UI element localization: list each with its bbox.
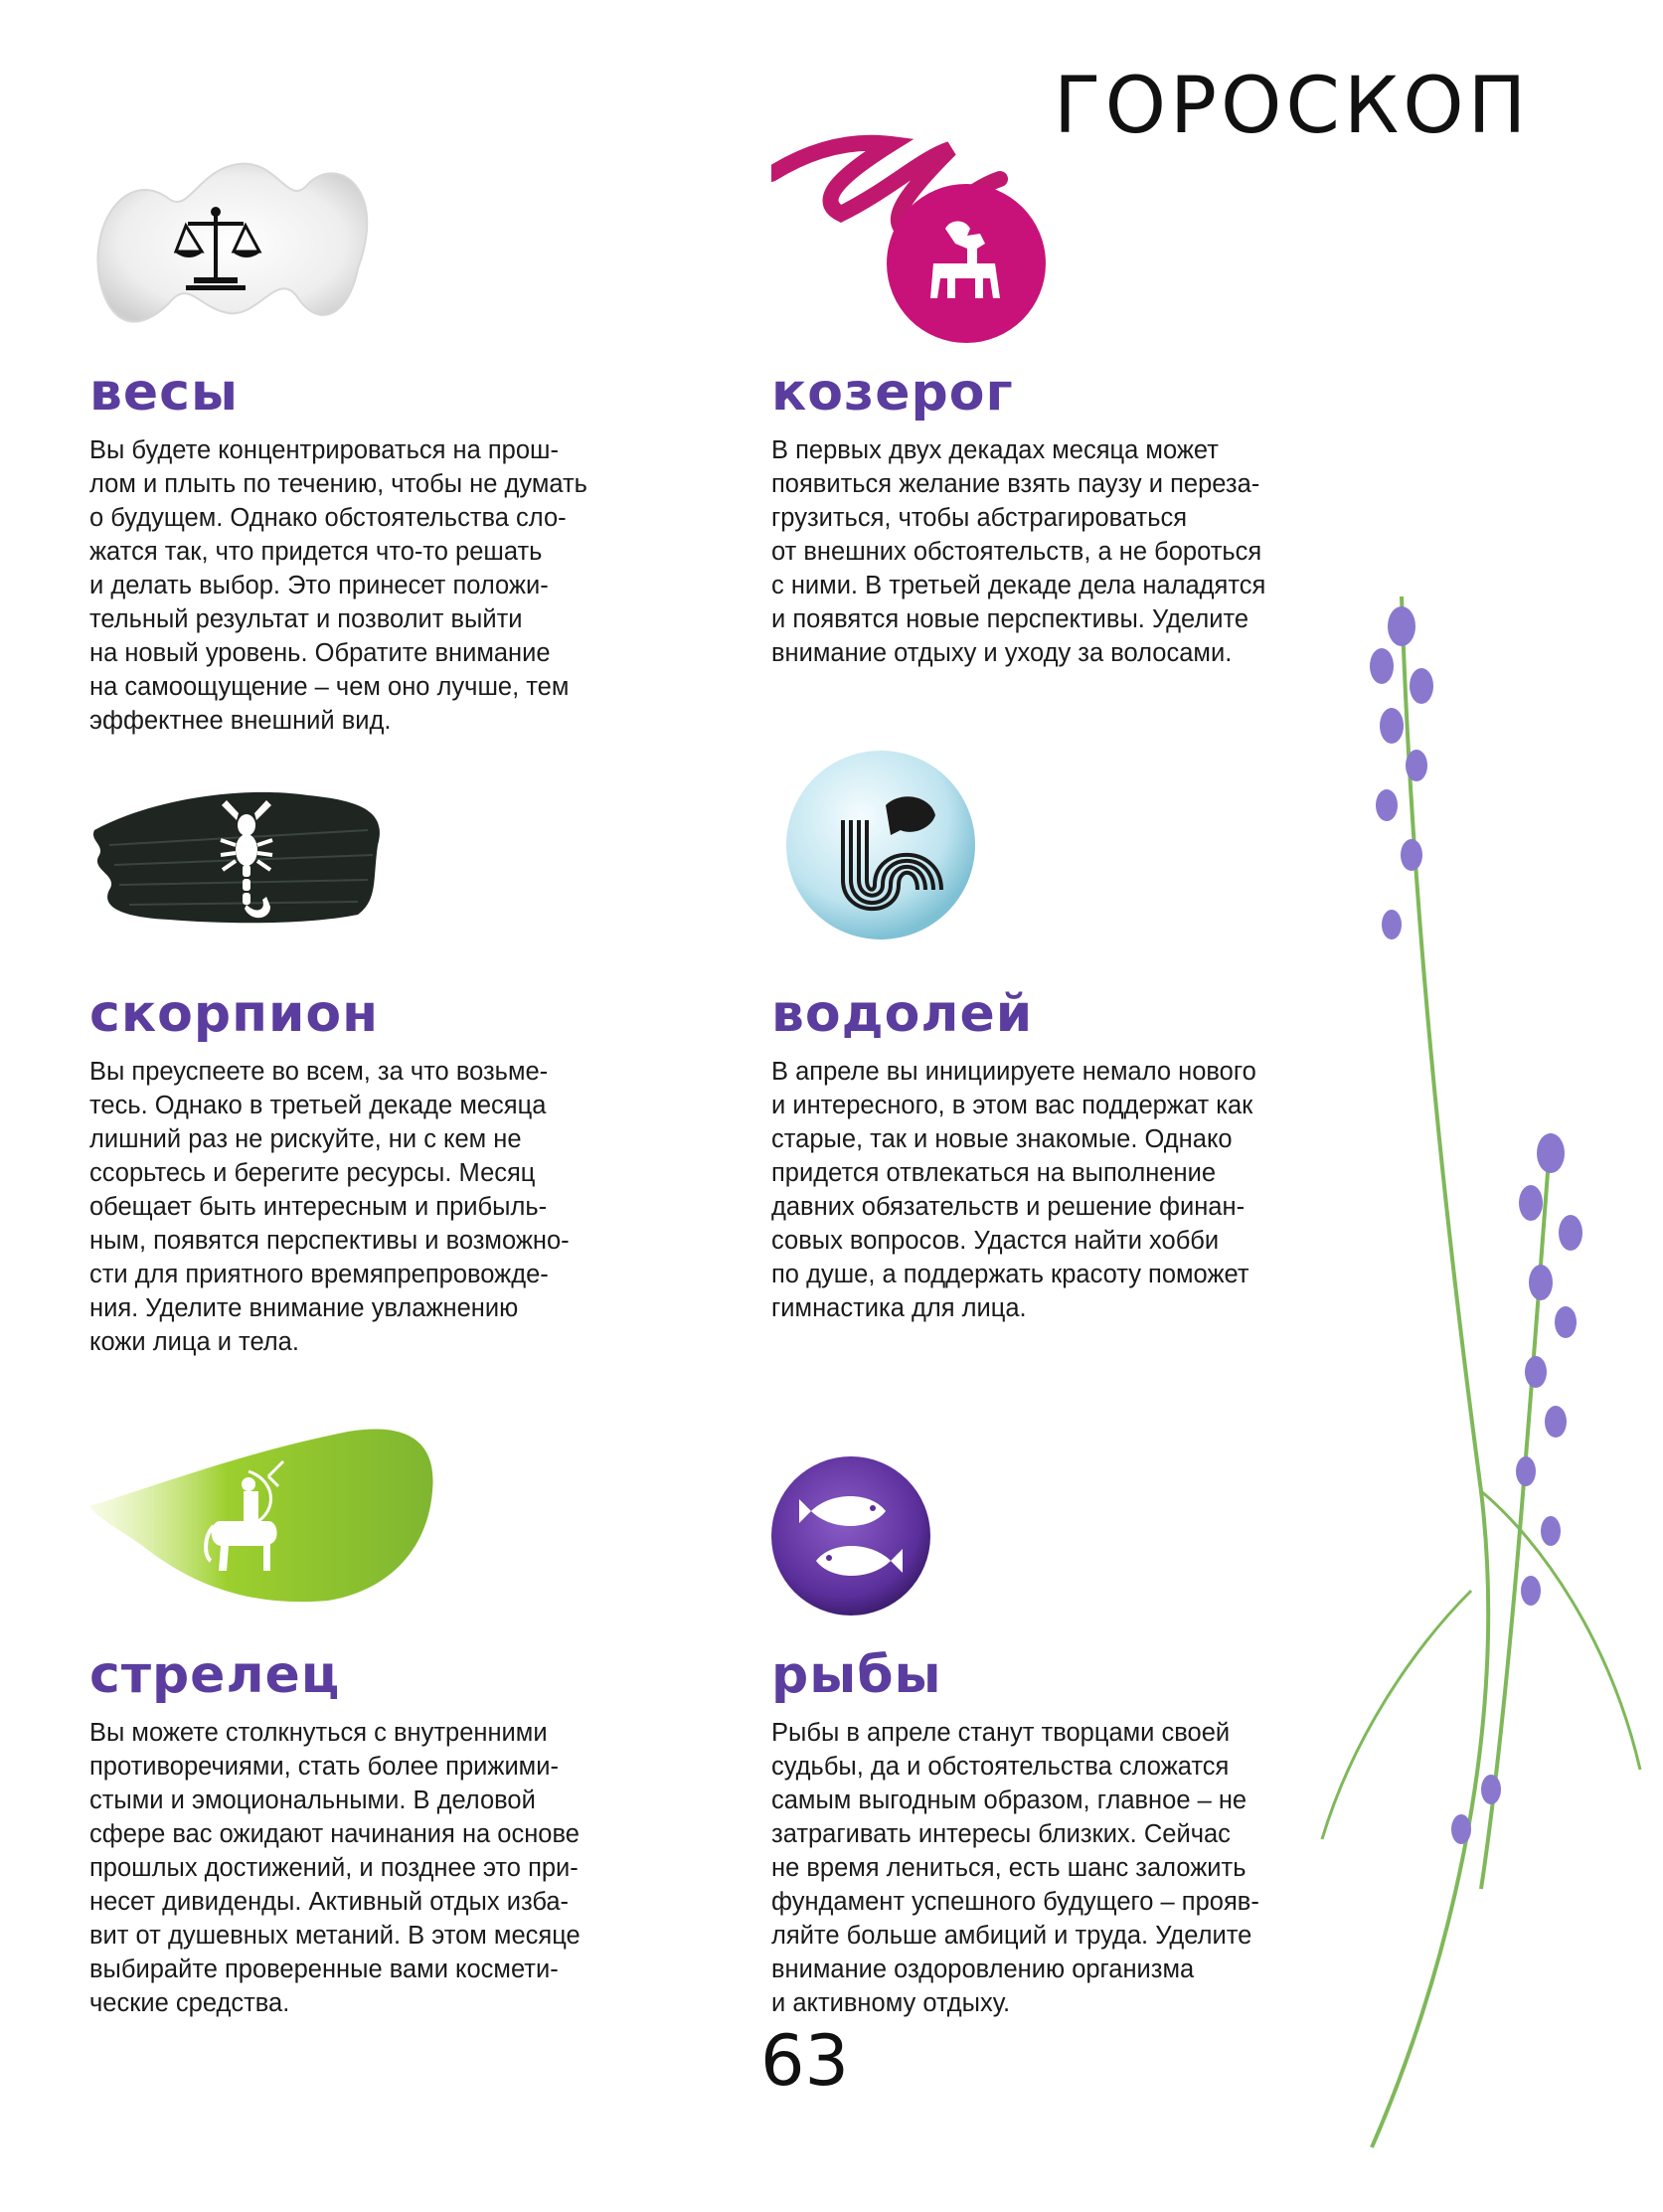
lavender-sprig-illustration bbox=[1292, 596, 1660, 2167]
sign-scorpio bbox=[89, 751, 686, 1359]
libra-cream-swatch bbox=[89, 129, 686, 358]
sign-text: Вы будете концентрироваться на прош- лом и плыть по течению, чтобы не думать о будущем. Однако обстоятельства сло- жатся так, что придется что-то решать и делать выбор. Это принесет положи- тельный результат и позволит выйти на новый уровень. Обратите внимание на самоощущение – чем оно лучше, тем эффектнее внешний вид. bbox=[89, 436, 587, 735]
sign-text: В первых двух декадах месяца может появиться желание взять паузу и переза- грузиться, чтобы абстрагироваться от внешних обстоятельств, а не бороться с ними. В третьей декаде дела наладятся и появятся новые перспективы. Уделите внимание отдыху и уходу за волосами. bbox=[771, 436, 1266, 667]
sign-title: козерог bbox=[771, 363, 1014, 423]
sign-text: Рыбы в апреле станут творцами своей судьбы, да и обстоятельства сложатся самым выгодным образом, главное – не затрагивать интересы близких. Сейчас не время лениться, есть шанс заложить фундамент успешного будущего – прояв- ляйте больше амбиций и труда. Уделите внимание оздоровлению организма и активному отдыху. bbox=[771, 1719, 1259, 2017]
pisces-purple-eyeshadow bbox=[771, 1412, 1368, 1640]
sign-libra bbox=[89, 129, 686, 738]
sign-pisces bbox=[771, 1412, 1368, 2020]
sign-title: рыбы bbox=[771, 1645, 942, 1705]
sign-sagittarius bbox=[89, 1412, 686, 2020]
sign-text: Вы можете столкнуться с внутренними противоречиями, стать более прижими- стыми и эмоциональными. В деловой сфере вас ожидают начинания на основе прошлых достижений, и позднее это при- несет дивиденды. Активный отдых изба- вит от душевных метаний. В этом месяце выбирайте проверенные вами космети- ческие средства. bbox=[89, 1719, 581, 2017]
aquarius-water-sphere bbox=[771, 751, 1368, 979]
sign-title: весы bbox=[89, 363, 240, 423]
page-number: 63 bbox=[760, 2020, 850, 2102]
sign-title: водолей bbox=[771, 984, 1034, 1044]
page-title: ГОРОСКОП bbox=[1054, 62, 1531, 151]
sagittarius-green-powder-swatch bbox=[89, 1412, 686, 1640]
sign-title: стрелец bbox=[89, 1645, 341, 1705]
capricorn-lipstick-swatch bbox=[771, 129, 1368, 358]
sign-title: скорпион bbox=[89, 984, 380, 1044]
sign-capricorn bbox=[771, 129, 1368, 670]
sign-text: Вы преуспеете во всем, за что возьме- тесь. Однако в третьей декаде месяца лишний раз не рискуйте, ни с кем не ссорьтесь и берегите ресурсы. Месяц обещает быть интересным и прибыль- ным, появятся перспективы и возможно- сти для приятного времяпрепровожде- ния. Уделите внимание увлажнению кожи лица и тела. bbox=[89, 1058, 570, 1356]
sign-aquarius bbox=[771, 751, 1368, 1325]
sign-text: В апреле вы инициируете немало нового и интересного, в этом вас поддержат как старые, так и новые знакомые. Однако придется отвлекаться на выполнение давних обязательств и решение финан- совых вопросов. Удастся найти хобби по душе, а поддержать красоту поможет гимнастика для лица. bbox=[771, 1058, 1256, 1322]
scorpio-mascara-swatch bbox=[89, 751, 686, 979]
